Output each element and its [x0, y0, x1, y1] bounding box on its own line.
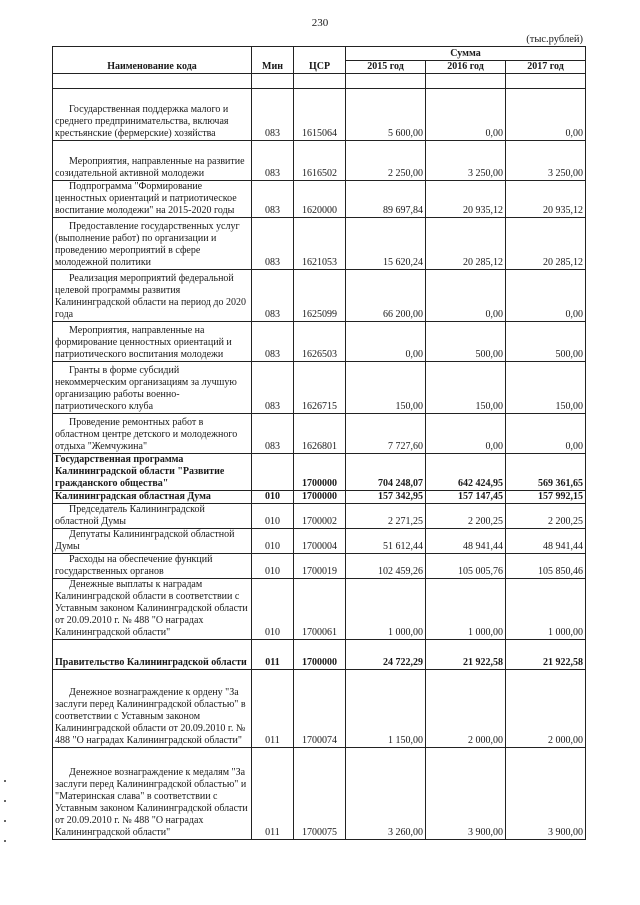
row-name	[53, 579, 252, 640]
row-value-2017: 21 922,58	[506, 640, 586, 670]
row-value-2016: 105 005,76	[426, 554, 506, 579]
table-row	[53, 554, 586, 579]
table-row	[53, 454, 586, 491]
margin-marks	[4, 780, 7, 880]
row-csr: 1700000	[294, 640, 346, 670]
budget-table	[52, 46, 586, 840]
row-csr: 1625099	[294, 270, 346, 322]
row-value-2015: 1 000,00	[346, 579, 426, 640]
row-value-2016: 3 250,00	[426, 141, 506, 181]
row-name	[53, 504, 252, 529]
spacer-cell	[252, 74, 294, 89]
row-name	[53, 414, 252, 454]
row-value-2015: 51 612,44	[346, 529, 426, 554]
table-row	[53, 181, 586, 218]
row-value-2016: 48 941,44	[426, 529, 506, 554]
row-name-text: Депутаты Калининградской областной Думы	[55, 529, 235, 552]
row-value-2016: 3 900,00	[426, 748, 506, 840]
row-csr: 1700002	[294, 504, 346, 529]
row-value-2016: 0,00	[426, 270, 506, 322]
row-value-2017: 0,00	[506, 89, 586, 141]
row-value-2015: 150,00	[346, 362, 426, 414]
row-name-text: Мероприятия, направленные на формирование ценностных ориентаций и патриотического воспитания молодежи	[55, 325, 232, 360]
row-value-2015: 3 260,00	[346, 748, 426, 840]
row-name-text: Денежные выплаты к наградам Калининградской области в соответствии с Уставным законом Калининградской области от 20.09.2010 г. № 488 "О наградах Калининградской области"	[55, 579, 248, 638]
row-csr: 1700000	[294, 491, 346, 504]
spacer-cell	[346, 74, 426, 89]
row-value-2017: 2 200,25	[506, 504, 586, 529]
row-csr: 1700075	[294, 748, 346, 840]
row-name-text: Правительство Калининградской области	[55, 657, 247, 668]
row-value-2015: 15 620,24	[346, 218, 426, 270]
row-csr: 1700004	[294, 529, 346, 554]
row-name-text: Председатель Калининградской областной Думы	[55, 504, 205, 527]
row-name-text: Государственная программа Калининградской области "Развитие гражданского общества"	[55, 454, 225, 489]
row-name	[53, 529, 252, 554]
row-min: 011	[252, 670, 294, 748]
row-value-2016: 157 147,45	[426, 491, 506, 504]
row-name	[53, 89, 252, 141]
row-name	[53, 322, 252, 362]
row-csr: 1626503	[294, 322, 346, 362]
table-body	[53, 74, 586, 840]
row-csr: 1700061	[294, 579, 346, 640]
spacer-cell	[294, 74, 346, 89]
row-value-2017: 20 285,12	[506, 218, 586, 270]
row-min: 083	[252, 362, 294, 414]
row-value-2015: 102 459,26	[346, 554, 426, 579]
row-value-2015: 1 150,00	[346, 670, 426, 748]
row-name	[53, 181, 252, 218]
table-row	[53, 640, 586, 670]
table-row	[53, 89, 586, 141]
row-value-2017: 150,00	[506, 362, 586, 414]
row-csr: 1626715	[294, 362, 346, 414]
row-min: 010	[252, 529, 294, 554]
row-name	[53, 554, 252, 579]
table-row	[53, 491, 586, 504]
table-row	[53, 579, 586, 640]
row-value-2015: 66 200,00	[346, 270, 426, 322]
row-name	[53, 362, 252, 414]
row-name	[53, 670, 252, 748]
row-name-text: Расходы на обеспечение функций государственных органов	[55, 554, 213, 577]
col-header-csr: ЦСР	[294, 47, 346, 74]
row-name-text: Предоставление государственных услуг (выполнение работ) по организации и проведению мероприятий в сфере молодежной политики	[55, 221, 240, 268]
table-row	[53, 748, 586, 840]
page-number: 230	[311, 17, 329, 29]
col-header-sum: Сумма	[346, 47, 586, 61]
row-name-text: Мероприятия, направленные на развитие созидательной активной молодежи	[55, 156, 245, 179]
row-name	[53, 491, 252, 504]
row-value-2017: 3 900,00	[506, 748, 586, 840]
row-min: 010	[252, 504, 294, 529]
row-value-2016: 20 935,12	[426, 181, 506, 218]
row-min: 083	[252, 181, 294, 218]
table-row	[53, 529, 586, 554]
row-min: 010	[252, 554, 294, 579]
row-min: 083	[252, 141, 294, 181]
row-value-2017: 569 361,65	[506, 454, 586, 491]
row-name	[53, 141, 252, 181]
row-name-text: Денежное вознаграждение к ордену "За заслуги перед Калининградской областью" в соответствии с Уставным законом Калининградской области от 20.09.2010 г. № 488 "О наградах Калининградской области"	[55, 687, 246, 746]
row-value-2016: 2 000,00	[426, 670, 506, 748]
row-value-2017: 0,00	[506, 414, 586, 454]
table-row	[53, 218, 586, 270]
spacer-row	[53, 74, 586, 89]
row-min: 083	[252, 89, 294, 141]
row-value-2017: 105 850,46	[506, 554, 586, 579]
row-value-2016: 21 922,58	[426, 640, 506, 670]
row-min: 083	[252, 414, 294, 454]
row-value-2015: 704 248,07	[346, 454, 426, 491]
row-value-2015: 157 342,95	[346, 491, 426, 504]
row-value-2015: 0,00	[346, 322, 426, 362]
row-value-2015: 5 600,00	[346, 89, 426, 141]
row-value-2015: 89 697,84	[346, 181, 426, 218]
row-csr: 1700000	[294, 454, 346, 491]
col-header-2017: 2017 год	[506, 61, 586, 74]
table-row	[53, 504, 586, 529]
row-value-2017: 1 000,00	[506, 579, 586, 640]
row-name-text: Калининградская областная Дума	[55, 491, 211, 502]
row-name-text: Государственная поддержка малого и среднего предпринимательства, включая крестьянские (фермерские) хозяйства	[55, 104, 229, 139]
row-name	[53, 218, 252, 270]
row-value-2016: 642 424,95	[426, 454, 506, 491]
row-value-2015: 24 722,29	[346, 640, 426, 670]
table-row	[53, 322, 586, 362]
unit-note: (тыс.рублей)	[526, 34, 583, 45]
col-header-2016: 2016 год	[426, 61, 506, 74]
row-csr: 1616502	[294, 141, 346, 181]
spacer-cell	[426, 74, 506, 89]
row-value-2016: 0,00	[426, 89, 506, 141]
row-value-2017: 2 000,00	[506, 670, 586, 748]
row-min: 083	[252, 270, 294, 322]
col-header-name: Наименование кода	[53, 47, 252, 74]
table-row	[53, 670, 586, 748]
row-min: 011	[252, 748, 294, 840]
spacer-cell	[53, 74, 252, 89]
col-header-2015: 2015 год	[346, 61, 426, 74]
spacer-cell	[506, 74, 586, 89]
table-row	[53, 141, 586, 181]
col-header-min: Мин	[252, 47, 294, 74]
row-name	[53, 454, 252, 491]
row-value-2015: 2 271,25	[346, 504, 426, 529]
row-value-2017: 157 992,15	[506, 491, 586, 504]
row-name	[53, 270, 252, 322]
table-row	[53, 414, 586, 454]
row-csr: 1621053	[294, 218, 346, 270]
row-name-text: Гранты в форме субсидий некоммерческим организациям за лучшую организацию работы военно-патриотического клуба	[55, 365, 237, 412]
row-value-2016: 2 200,25	[426, 504, 506, 529]
row-csr: 1615064	[294, 89, 346, 141]
row-name-text: Денежное вознаграждение к медалям "За заслуги перед Калининградской областью" и "Материнская слава" в соответствии с Уставным законом Калининградской области от 20.09.2010 г. № 488 "О наградах Калининградской области"	[55, 767, 248, 838]
row-name-text: Реализация мероприятий федеральной целевой программы развития Калининградской области на период до 2020 года	[55, 273, 246, 320]
row-value-2016: 1 000,00	[426, 579, 506, 640]
row-min: 010	[252, 579, 294, 640]
row-value-2016: 20 285,12	[426, 218, 506, 270]
row-csr: 1700019	[294, 554, 346, 579]
row-min	[252, 454, 294, 491]
row-value-2017: 20 935,12	[506, 181, 586, 218]
row-name-text: Проведение ремонтных работ в областном центре детского и молодежного отдыха "Жемчужина"	[55, 417, 238, 452]
table-row	[53, 362, 586, 414]
row-csr: 1700074	[294, 670, 346, 748]
row-csr: 1620000	[294, 181, 346, 218]
row-min: 083	[252, 218, 294, 270]
row-name-text: Подпрограмма "Формирование ценностных ориентаций и патриотическое воспитание молодежи" на 2015-2020 годы	[55, 181, 237, 216]
row-value-2016: 150,00	[426, 362, 506, 414]
row-min: 083	[252, 322, 294, 362]
row-value-2017: 0,00	[506, 270, 586, 322]
table-row	[53, 270, 586, 322]
row-value-2015: 2 250,00	[346, 141, 426, 181]
row-value-2016: 0,00	[426, 414, 506, 454]
row-value-2017: 3 250,00	[506, 141, 586, 181]
row-value-2016: 500,00	[426, 322, 506, 362]
row-name	[53, 640, 252, 670]
row-value-2017: 500,00	[506, 322, 586, 362]
row-min: 011	[252, 640, 294, 670]
row-min: 010	[252, 491, 294, 504]
row-value-2017: 48 941,44	[506, 529, 586, 554]
row-name	[53, 748, 252, 840]
row-value-2015: 7 727,60	[346, 414, 426, 454]
row-csr: 1626801	[294, 414, 346, 454]
